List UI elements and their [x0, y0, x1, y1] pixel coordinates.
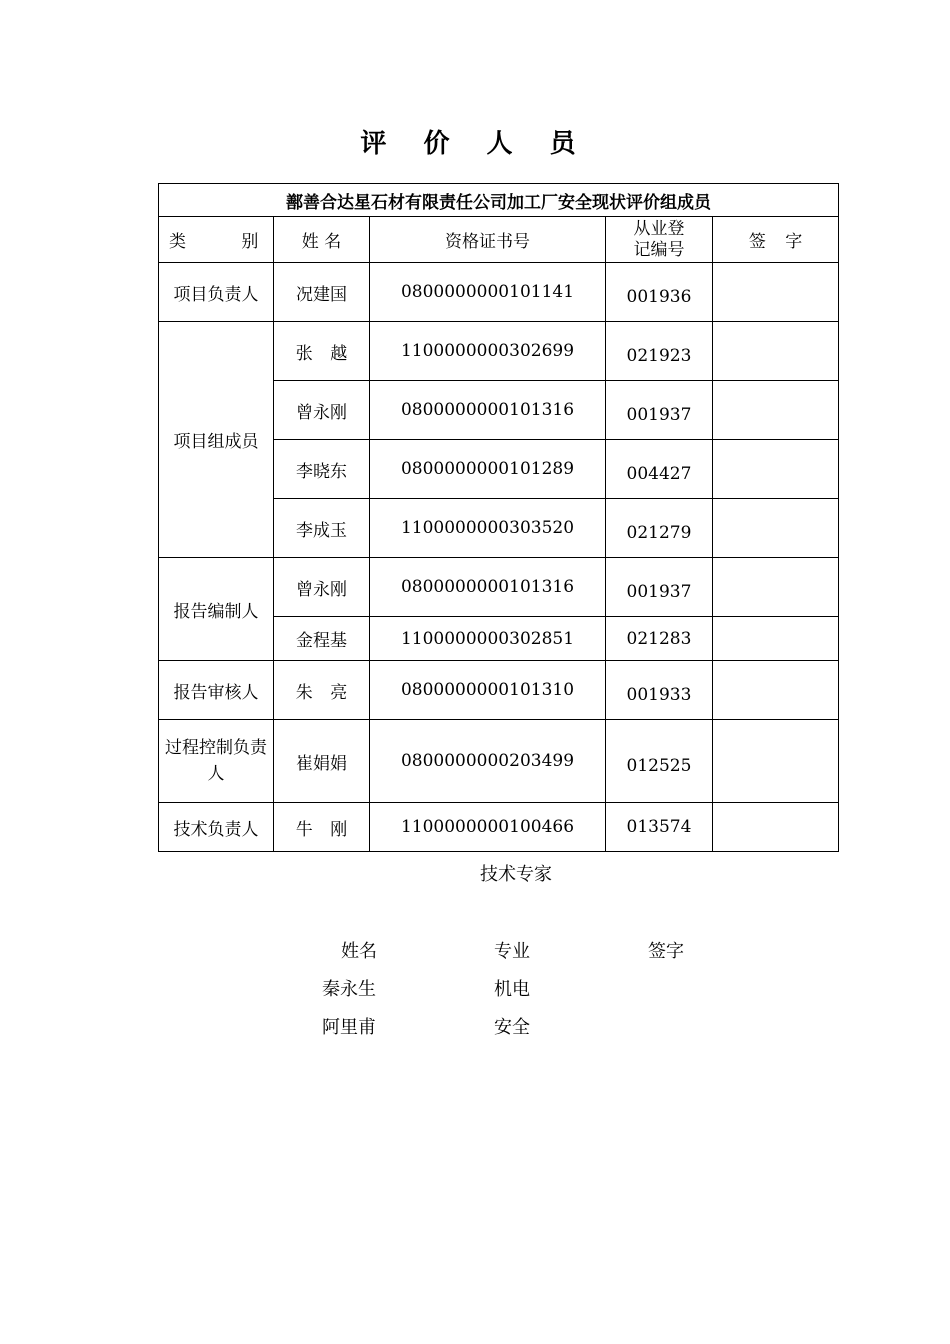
registration-cell: 001937 — [606, 558, 713, 617]
certificate-cell: 0800000000101289 — [370, 440, 606, 499]
header-certificate: 资格证书号 — [370, 217, 606, 263]
certificate-cell: 0800000000101310 — [370, 661, 606, 720]
category-cell: 过程控制负责人 — [159, 720, 274, 803]
experts-header-specialty: 专业 — [494, 941, 530, 962]
name-cell: 况建国 — [274, 263, 370, 322]
table-caption: 鄯善合达星石材有限责任公司加工厂安全现状评价组成员 — [159, 184, 839, 217]
experts-header-name: 姓名 — [341, 941, 377, 962]
registration-cell: 012525 — [606, 720, 713, 803]
name-cell: 曾永刚 — [274, 558, 370, 617]
certificate-cell: 0800000000101316 — [370, 381, 606, 440]
expert-name: 秦永生 — [322, 979, 376, 1000]
certificate-cell: 1100000000303520 — [370, 499, 606, 558]
page-title: 评 价 人 员 — [360, 129, 590, 159]
category-cell: 报告审核人 — [159, 661, 274, 720]
expert-specialty: 安全 — [494, 1017, 530, 1038]
category-cell: 项目组成员 — [159, 322, 274, 558]
header-registration: 从业登记编号 — [606, 217, 713, 263]
registration-cell: 021923 — [606, 322, 713, 381]
category-cell: 项目负责人 — [159, 263, 274, 322]
expert-name: 阿里甫 — [322, 1017, 376, 1038]
registration-cell: 001937 — [606, 381, 713, 440]
name-cell: 金程基 — [274, 617, 370, 661]
name-cell: 朱 亮 — [274, 661, 370, 720]
header-category: 类 别 — [159, 217, 274, 263]
registration-cell: 013574 — [606, 803, 713, 852]
experts-header-signature: 签字 — [648, 941, 684, 962]
registration-cell: 001936 — [606, 263, 713, 322]
experts-title: 技术专家 — [480, 864, 552, 885]
category-cell: 技术负责人 — [159, 803, 274, 852]
name-cell: 张 越 — [274, 322, 370, 381]
registration-cell: 004427 — [606, 440, 713, 499]
name-cell: 李成玉 — [274, 499, 370, 558]
name-cell: 李晓东 — [274, 440, 370, 499]
header-signature: 签 字 — [713, 217, 839, 263]
header-name: 姓 名 — [274, 217, 370, 263]
certificate-cell: 0800000000101141 — [370, 263, 606, 322]
name-cell: 牛 刚 — [274, 803, 370, 852]
name-cell: 崔娟娟 — [274, 720, 370, 803]
registration-cell: 001933 — [606, 661, 713, 720]
certificate-cell: 1100000000302699 — [370, 322, 606, 381]
name-cell: 曾永刚 — [274, 381, 370, 440]
category-cell: 报告编制人 — [159, 558, 274, 661]
registration-cell: 021283 — [606, 617, 713, 661]
registration-cell: 021279 — [606, 499, 713, 558]
expert-specialty: 机电 — [494, 979, 530, 1000]
certificate-cell: 1100000000100466 — [370, 803, 606, 852]
certificate-cell: 1100000000302851 — [370, 617, 606, 661]
certificate-cell: 0800000000101316 — [370, 558, 606, 617]
certificate-cell: 0800000000203499 — [370, 720, 606, 803]
